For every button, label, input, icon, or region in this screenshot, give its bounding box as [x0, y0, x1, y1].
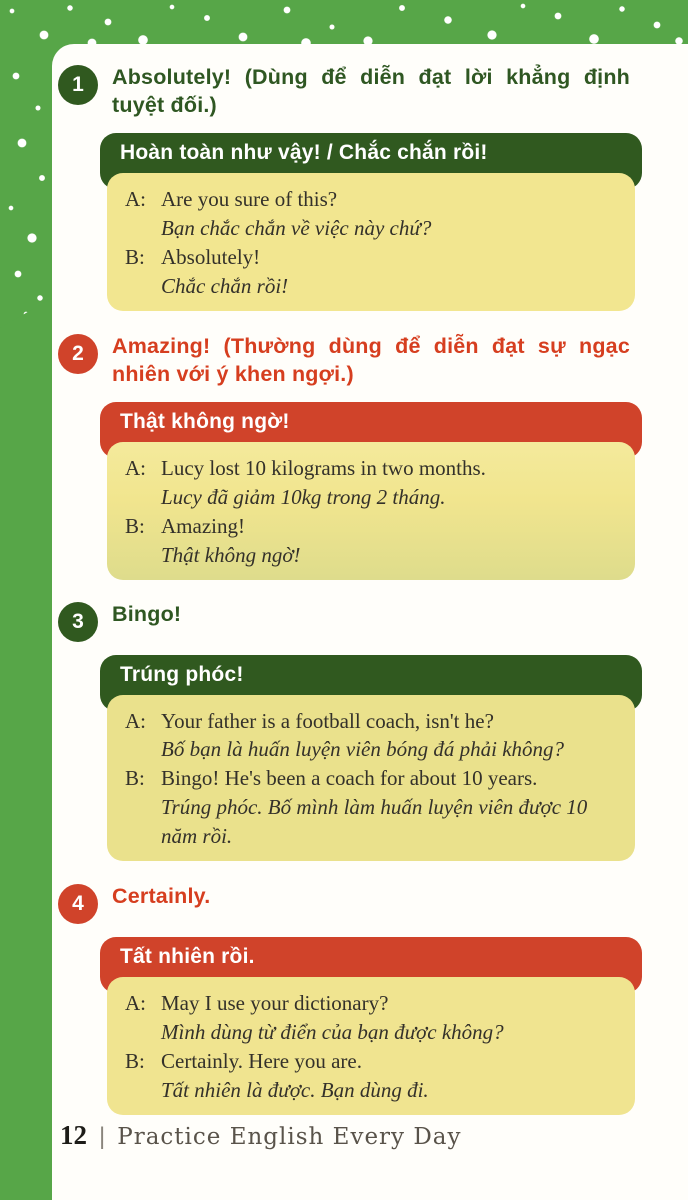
dialogue-english: Certainly. Here you are. [161, 1049, 362, 1074]
entry-heading: Certainly. [112, 884, 211, 909]
dialogue-line [125, 764, 617, 851]
snow-dots-left-strip [0, 46, 52, 328]
speaker-label: B: [125, 1049, 145, 1074]
dialogue-line [125, 989, 617, 1047]
dialogue-english: May I use your dictionary? [161, 991, 389, 1016]
speaker-label: A: [125, 455, 146, 480]
speaker-label: A: [125, 708, 146, 733]
page-sheet [52, 44, 688, 1200]
dialogue-vietnamese: Mình dùng từ điển của bạn được không? [161, 1020, 504, 1045]
card-body [107, 442, 635, 580]
dialogue-vietnamese: Tất nhiên là được. Bạn dùng đi. [161, 1078, 429, 1103]
dialogue-card [100, 133, 642, 311]
entry-head [58, 333, 630, 389]
dialogue-english: Bingo! He's been a coach for about 10 years. [161, 766, 538, 791]
dialogue-line [125, 454, 617, 512]
card-banner: Trúng phóc! [100, 655, 642, 711]
entry-amazing [52, 333, 688, 580]
card-body [107, 977, 635, 1115]
card-banner: Thật không ngờ! [100, 402, 642, 458]
entry-bingo [52, 601, 688, 862]
entry-number-badge: 3 [58, 602, 98, 642]
dialogue-line [125, 1047, 617, 1105]
speaker-label: A: [125, 991, 146, 1016]
entry-heading: Absolutely! (Dùng để diễn đạt lời khẳng định tuyệt đối.) [112, 65, 630, 117]
dialogue-english: Amazing! [161, 513, 245, 538]
dialogue-english: Your father is a football coach, isn't he? [161, 708, 494, 733]
speaker-label: B: [125, 766, 145, 791]
dialogue-english: Absolutely! [161, 244, 261, 269]
dialogue-line [125, 707, 617, 765]
book-title: Practice English Every Day [117, 1124, 462, 1150]
footer-separator: | [99, 1123, 106, 1150]
card-body [107, 695, 635, 862]
card-banner: Tất nhiên rồi. [100, 937, 642, 993]
dialogue-vietnamese: Bố bạn là huấn luyện viên bóng đá phải không? [161, 737, 565, 762]
dialogue-vietnamese: Lucy đã giảm 10kg trong 2 tháng. [161, 484, 446, 509]
page-number: 12 [60, 1120, 87, 1150]
entry-absolutely [52, 64, 688, 311]
dialogue-line [125, 512, 617, 570]
entry-number-badge: 1 [58, 65, 98, 105]
entry-head [58, 601, 630, 642]
dialogue-line [125, 185, 617, 243]
speaker-label: B: [125, 513, 145, 538]
entry-head [58, 883, 630, 924]
dialogue-card [100, 937, 642, 1115]
dialogue-line [125, 243, 617, 301]
entry-certainly [52, 883, 688, 1115]
page-footer [60, 1120, 462, 1151]
dialogue-vietnamese: Chắc chắn rồi! [161, 273, 289, 298]
snow-dots-top-band [0, 0, 688, 46]
dialogue-vietnamese: Trúng phóc. Bố mình làm huấn luyện viên được 10 năm rồi. [161, 795, 588, 849]
dialogue-vietnamese: Thật không ngờ! [161, 542, 301, 567]
dialogue-english: Lucy lost 10 kilograms in two months. [161, 455, 486, 480]
entry-head [58, 64, 630, 120]
entry-number-badge: 4 [58, 884, 98, 924]
card-body [107, 173, 635, 311]
dialogue-card [100, 402, 642, 580]
entry-heading: Amazing! (Thường dùng để diễn đạt sự ngạc nhiên với ý khen ngợi.) [112, 333, 630, 386]
dialogue-card [100, 655, 642, 862]
dialogue-vietnamese: Bạn chắc chắn về việc này chứ? [161, 215, 432, 240]
card-banner: Hoàn toàn như vậy! / Chắc chắn rồi! [100, 133, 642, 189]
speaker-label: B: [125, 244, 145, 269]
entry-number-badge: 2 [58, 334, 98, 374]
dialogue-english: Are you sure of this? [161, 186, 338, 211]
entry-heading: Bingo! [112, 601, 182, 626]
speaker-label: A: [125, 186, 146, 211]
